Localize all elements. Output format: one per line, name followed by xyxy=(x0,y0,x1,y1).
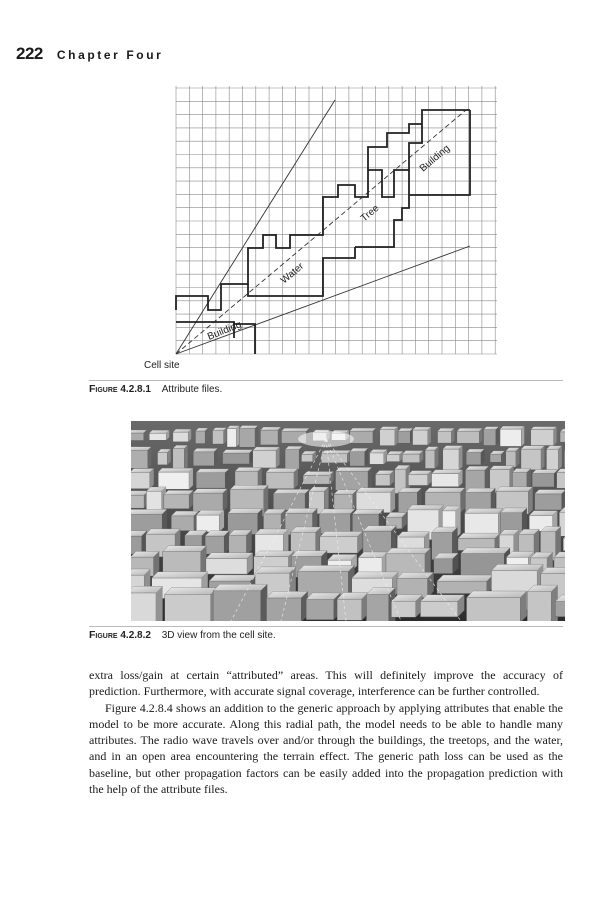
building-roof xyxy=(149,430,169,433)
city-3d-view xyxy=(131,421,565,621)
building-roof xyxy=(239,426,258,429)
building-block xyxy=(131,495,144,508)
figure1-label: Figure xyxy=(89,383,118,395)
building-block xyxy=(546,449,558,470)
building-side xyxy=(435,447,438,469)
building-roof xyxy=(397,572,434,578)
building-side xyxy=(459,446,462,470)
building-block xyxy=(337,599,362,620)
building-roof xyxy=(303,472,334,476)
building-roof xyxy=(235,467,262,471)
building-block xyxy=(387,455,400,462)
building-roof xyxy=(131,447,151,450)
building-roof xyxy=(206,553,253,559)
building-roof xyxy=(380,427,398,430)
building-side xyxy=(554,427,557,446)
building-side xyxy=(528,487,532,514)
building-block xyxy=(193,493,223,511)
building-block xyxy=(466,453,481,465)
building-roof xyxy=(350,428,376,431)
building-roof xyxy=(131,509,167,514)
building-block xyxy=(173,432,188,442)
cell-site-label: Cell site xyxy=(144,360,180,371)
building-roof xyxy=(196,469,229,473)
building-block xyxy=(149,433,166,440)
building-roof xyxy=(319,509,355,514)
building-roof xyxy=(532,470,558,474)
figure2-title: 3D view from the cell site. xyxy=(161,630,276,641)
building-roof xyxy=(496,487,533,491)
building-roof xyxy=(420,595,464,602)
building-block xyxy=(239,429,255,448)
building-block xyxy=(229,535,247,555)
water-label: Water xyxy=(278,260,307,287)
building-block xyxy=(196,515,219,532)
building-roof xyxy=(407,505,443,510)
building-roof xyxy=(363,526,396,531)
building-block xyxy=(227,429,236,447)
building-roof xyxy=(461,548,510,554)
building-roof xyxy=(443,446,463,449)
building-side xyxy=(541,446,544,470)
building-roof xyxy=(285,508,317,513)
building-roof xyxy=(223,450,253,453)
building-roof xyxy=(402,451,423,454)
building-roof xyxy=(230,485,268,489)
building-block xyxy=(506,451,516,467)
building-block xyxy=(306,600,334,620)
building-side xyxy=(428,427,431,445)
building-side xyxy=(368,467,372,490)
paragraph-1: extra loss/gain at certain “attributed” areas. This will definitely improve the accuracy of prediction. Furthermore, with accurate signal coverage, interference can be further controlled. xyxy=(89,668,563,699)
building-block xyxy=(157,453,167,465)
building-roof xyxy=(171,511,198,516)
building-roof xyxy=(260,427,281,430)
building-roof xyxy=(228,509,263,514)
building-block xyxy=(413,430,428,445)
running-header xyxy=(16,44,163,64)
building-roof xyxy=(535,490,565,494)
building-blocks xyxy=(131,426,565,621)
building-block xyxy=(273,494,305,511)
building-roof xyxy=(386,548,431,554)
figure2-caption xyxy=(89,629,276,641)
building-block xyxy=(466,598,520,621)
building-roof xyxy=(397,532,429,537)
building-block xyxy=(408,475,427,486)
figure1-caption xyxy=(89,383,222,395)
building-roof xyxy=(531,427,557,430)
building-side xyxy=(496,427,499,446)
building-roof xyxy=(352,509,383,514)
page-number: 222 xyxy=(16,44,43,63)
building-block xyxy=(266,472,294,488)
building-roof xyxy=(335,467,371,471)
building-roof xyxy=(465,508,503,513)
building-roof xyxy=(273,489,309,493)
building-block xyxy=(391,601,415,617)
building-side xyxy=(255,426,258,448)
building-block xyxy=(457,431,479,443)
figure1-title: Attribute files. xyxy=(161,384,223,395)
building-block xyxy=(555,602,565,617)
building-block xyxy=(527,592,551,621)
building-roof xyxy=(356,488,395,492)
building-block xyxy=(196,473,225,488)
building-roof xyxy=(457,428,482,431)
building-block xyxy=(521,449,541,470)
building-roof xyxy=(291,527,321,532)
building-block xyxy=(483,430,495,446)
body-text xyxy=(89,667,563,797)
building-block xyxy=(490,454,501,462)
building-block xyxy=(301,455,312,462)
paragraph-2: Figure 4.2.8.4 shows an addition to the generic approach by applying attributes that enable the model to be more accurate. Along this radial path, the model needs to be able to handle many attributes. The radio wave travels over and/or through the buildings, the treetops, and the water, and in an open area encountering the terrain effect. The generic path loss can be used as the baseline, but other propagation factors can be easily added into the propagation prediction with the help of the attribute files. xyxy=(89,700,563,797)
building-roof xyxy=(490,466,514,470)
figure2-label: Figure xyxy=(89,629,118,641)
building-roof xyxy=(209,575,257,581)
building-side xyxy=(521,426,524,446)
building-block xyxy=(398,431,410,443)
building-roof xyxy=(425,488,465,492)
building-block xyxy=(500,429,521,446)
building-roof xyxy=(465,466,488,470)
building-block xyxy=(205,536,224,554)
building-roof xyxy=(320,531,363,536)
building-roof xyxy=(491,564,543,570)
building-roof xyxy=(321,450,350,453)
building-far-label: Building xyxy=(417,142,453,175)
building-block xyxy=(260,430,278,445)
building-side xyxy=(184,445,187,470)
building-block xyxy=(532,474,554,487)
building-block xyxy=(434,559,453,574)
building-block xyxy=(131,433,144,441)
chapter-title: Chapter Four xyxy=(56,48,164,62)
building-roof xyxy=(458,533,500,538)
building-roof xyxy=(432,470,463,474)
building-side xyxy=(395,427,398,446)
building-roof xyxy=(213,584,267,591)
building-near-label: Building xyxy=(206,319,244,343)
building-roof xyxy=(164,490,194,494)
building-block xyxy=(131,472,150,488)
building-roof xyxy=(173,429,191,432)
building-roof xyxy=(193,489,227,493)
building-side xyxy=(461,488,465,513)
figure1-number: 4.2.8.1 xyxy=(120,384,151,395)
building-block xyxy=(131,450,148,468)
building-roof xyxy=(466,591,526,598)
attribute-files-diagram xyxy=(140,82,500,372)
building-side xyxy=(276,447,279,468)
building-roof xyxy=(253,447,280,450)
building-roof xyxy=(266,468,298,472)
building-roof xyxy=(255,567,296,573)
building-far-outline xyxy=(368,124,422,170)
building-side xyxy=(391,488,395,513)
building-side xyxy=(558,446,561,470)
building-roof xyxy=(352,572,399,578)
building-block xyxy=(165,594,211,621)
building-block xyxy=(535,494,562,510)
building-block xyxy=(432,474,459,487)
building-block xyxy=(285,450,299,470)
building-roof xyxy=(465,488,495,492)
cell-site-glow xyxy=(298,431,354,447)
building-roof xyxy=(408,471,431,475)
building-roof xyxy=(193,448,217,451)
building-block xyxy=(350,452,365,466)
building-side xyxy=(236,426,239,447)
building-block xyxy=(512,472,526,488)
building-block xyxy=(465,513,499,535)
building-block xyxy=(193,452,214,466)
building-roof xyxy=(255,529,288,534)
building-side xyxy=(278,427,281,445)
building-block xyxy=(560,432,565,442)
radial-path xyxy=(176,110,466,354)
building-roof xyxy=(281,428,309,431)
building-block xyxy=(402,454,419,463)
building-block xyxy=(366,594,388,621)
building-roof xyxy=(254,551,295,557)
figure1-rule xyxy=(89,380,563,381)
building-block xyxy=(158,472,189,489)
building-roof xyxy=(163,546,207,552)
building-side xyxy=(148,447,151,469)
building-block xyxy=(195,431,205,444)
building-roof xyxy=(152,572,208,578)
building-roof xyxy=(131,468,154,472)
figure2-number: 4.2.8.2 xyxy=(120,630,151,641)
building-block xyxy=(131,593,156,621)
building-block xyxy=(370,453,384,464)
building-block xyxy=(321,454,347,463)
building-block xyxy=(164,495,189,509)
building-roof xyxy=(298,565,355,571)
building-roof xyxy=(500,426,524,429)
building-roof xyxy=(413,427,431,430)
figure2-rule xyxy=(89,626,563,627)
building-block xyxy=(171,516,194,531)
building-roof xyxy=(165,588,218,595)
building-block xyxy=(425,450,435,468)
building-block xyxy=(173,449,184,471)
building-block xyxy=(253,450,276,467)
building-block xyxy=(564,451,565,468)
building-roof xyxy=(146,529,181,534)
tree-label: Tree xyxy=(358,202,382,225)
building-roof xyxy=(196,510,224,515)
building-roof xyxy=(529,511,557,516)
building-block xyxy=(531,430,554,446)
building-block xyxy=(380,430,395,446)
building-roof xyxy=(291,551,327,557)
building-block xyxy=(213,431,224,444)
building-block xyxy=(438,431,452,443)
building-roof xyxy=(158,468,193,472)
building-block xyxy=(375,474,390,485)
grid xyxy=(176,86,497,354)
building-block xyxy=(443,449,459,470)
building-roof xyxy=(521,446,545,449)
building-roof xyxy=(437,575,493,581)
building-block xyxy=(557,473,565,489)
building-block xyxy=(206,558,247,574)
building-block xyxy=(223,453,250,464)
building-block xyxy=(213,591,261,621)
building-block xyxy=(563,538,565,550)
